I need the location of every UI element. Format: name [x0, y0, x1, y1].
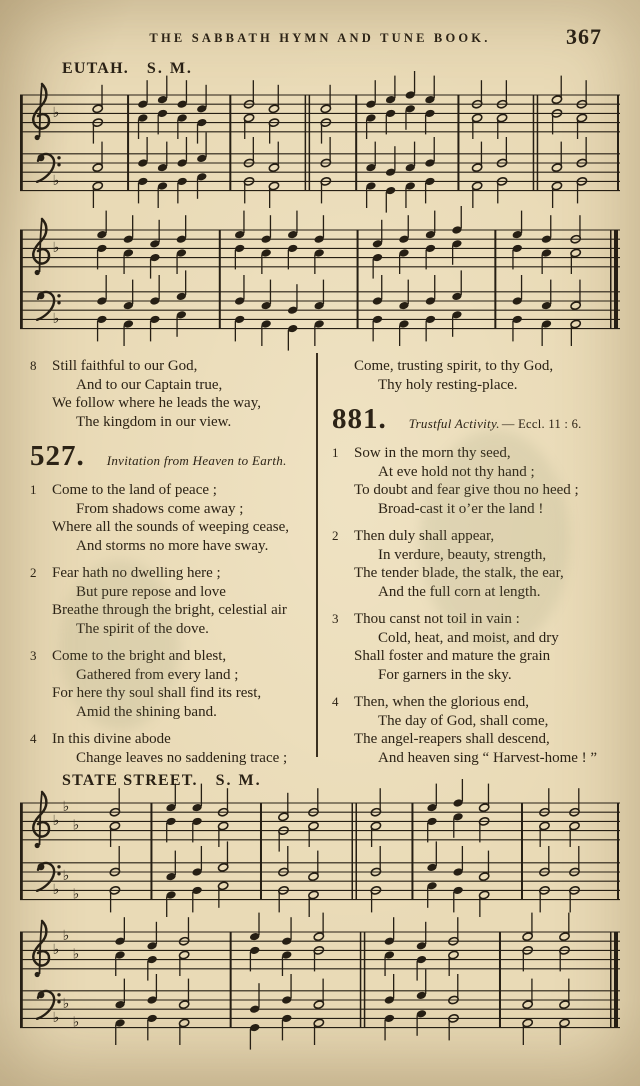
verse-line: But pure repose and love	[76, 583, 226, 600]
verse-line: Breathe through the bright, celestial air	[52, 602, 287, 618]
svg-text:♭: ♭	[72, 817, 80, 834]
verse-number: 3	[332, 611, 339, 626]
verse	[330, 693, 616, 767]
page-number: 367	[566, 24, 602, 49]
hymn-scripture-ref: — Eccl. 11 : 6.	[501, 417, 582, 431]
verse-line: Still faithful to our God,	[52, 358, 198, 374]
svg-text:♭: ♭	[52, 310, 60, 327]
verse-line: To doubt and fear give thou no heed ;	[354, 482, 579, 498]
verse-line: The angel-reapers shall descend,	[354, 731, 550, 747]
verse-line: Amid the shining band.	[76, 703, 217, 720]
svg-text:♭: ♭	[52, 1009, 60, 1026]
verse-line: Broad-cast it o’er the land !	[378, 500, 544, 517]
verse-line: We follow where he leads the way,	[52, 395, 261, 411]
verse-line: And storms no more have sway.	[76, 537, 269, 554]
svg-text:♭: ♭	[52, 239, 60, 256]
verse-line: At eve hold not thy hand ;	[378, 463, 535, 480]
verse-line: For here thy soul shall find its rest,	[52, 685, 262, 701]
svg-text:♭: ♭	[72, 1014, 80, 1031]
verse-line: And heaven sing “ Harvest-home ! ”	[378, 749, 598, 766]
svg-text:♭: ♭	[52, 881, 60, 898]
verse-line: Then duly shall appear,	[354, 528, 495, 544]
verse-line: Cold, heat, and moist, and dry	[378, 629, 559, 646]
verse-line: Thou canst not toil in vain :	[354, 611, 520, 627]
verse-line: In verdure, beauty, strength,	[378, 546, 547, 563]
hymn-heading	[330, 403, 616, 436]
tune-name: STATE STREET.	[62, 772, 198, 789]
tune-title-eutah	[62, 60, 193, 78]
column-divider	[316, 353, 318, 757]
hymn-subtitle: Trustful Activity.	[408, 416, 500, 431]
music-system-eutah-1	[18, 65, 622, 230]
svg-text:♭: ♭	[62, 928, 70, 945]
hymn-number: 881.	[332, 403, 387, 435]
page-bleedthrough-smudge	[60, 560, 180, 730]
hymn-subtitle: Invitation from Heaven to Earth.	[106, 453, 287, 468]
verse	[28, 730, 312, 767]
hymn-heading	[28, 440, 312, 473]
tune-title-state-street	[62, 772, 262, 790]
verse-number: 1	[30, 482, 37, 497]
tune-meter: S. M.	[146, 60, 193, 77]
verse-number: 2	[332, 528, 339, 543]
tune-meter: S. M.	[215, 772, 262, 789]
verse-line: The tender blade, the stalk, the ear,	[354, 565, 564, 581]
verse-line: For garners in the sky.	[378, 666, 512, 683]
verse-line: And to our Captain true,	[76, 376, 223, 393]
hymn-number: 527.	[30, 440, 85, 472]
column-left	[28, 353, 312, 776]
music-system-state-street-2	[18, 902, 622, 1067]
svg-text:♭: ♭	[62, 799, 70, 816]
verse-number: 1	[332, 445, 339, 460]
verse-line: Come to the bright and blest,	[52, 648, 227, 664]
verse-number: 3	[30, 648, 37, 663]
verse-line: From shadows come away ;	[76, 500, 244, 517]
svg-text:♭: ♭	[52, 941, 60, 958]
verse-line: In this divine abode	[52, 731, 171, 747]
verse-line: The spirit of the dove.	[76, 620, 209, 637]
music-system-eutah-2	[18, 200, 622, 365]
verse-number: 4	[332, 694, 339, 709]
verse	[330, 357, 616, 394]
svg-text:♭: ♭	[52, 812, 60, 829]
verse-number: 4	[30, 731, 37, 746]
svg-text:♭: ♭	[52, 172, 60, 189]
verse-line: Where all the sounds of weeping cease,	[52, 519, 289, 535]
music-system-state-street-1	[18, 773, 622, 933]
svg-text:♭: ♭	[62, 868, 70, 885]
verse-number: 2	[30, 565, 37, 580]
svg-text:♭: ♭	[52, 104, 60, 121]
verse-line: Then, when the glorious end,	[354, 694, 529, 710]
verse-line: Fear hath no dwelling here ;	[52, 565, 221, 581]
svg-text:♭: ♭	[62, 996, 70, 1013]
svg-text:♭: ♭	[72, 886, 80, 903]
verse-line: The kingdom in our view.	[76, 413, 232, 430]
verse-line: Sow in the morn thy seed,	[354, 445, 511, 461]
tune-name: EUTAH.	[62, 60, 129, 77]
verse	[28, 357, 312, 431]
verse-line: And the full corn at length.	[378, 583, 541, 600]
running-title: THE SABBATH HYMN AND TUNE BOOK.	[149, 31, 491, 45]
verse-line: Shall foster and mature the grain	[354, 648, 551, 664]
verse-line: Change leaves no saddening trace ;	[76, 749, 288, 766]
verse-line: Come to the land of peace ;	[52, 482, 217, 498]
page-bleedthrough-smudge	[420, 430, 570, 650]
verse-line: The day of God, shall come,	[378, 712, 549, 729]
verse-line: Come, trusting spirit, to thy God,	[354, 358, 554, 374]
verse-number: 8	[30, 358, 37, 373]
verse-line: Gathered from every land ;	[76, 666, 239, 683]
verse-line: Thy holy resting-place.	[378, 376, 518, 393]
verse	[28, 481, 312, 555]
svg-text:♭: ♭	[72, 946, 80, 963]
